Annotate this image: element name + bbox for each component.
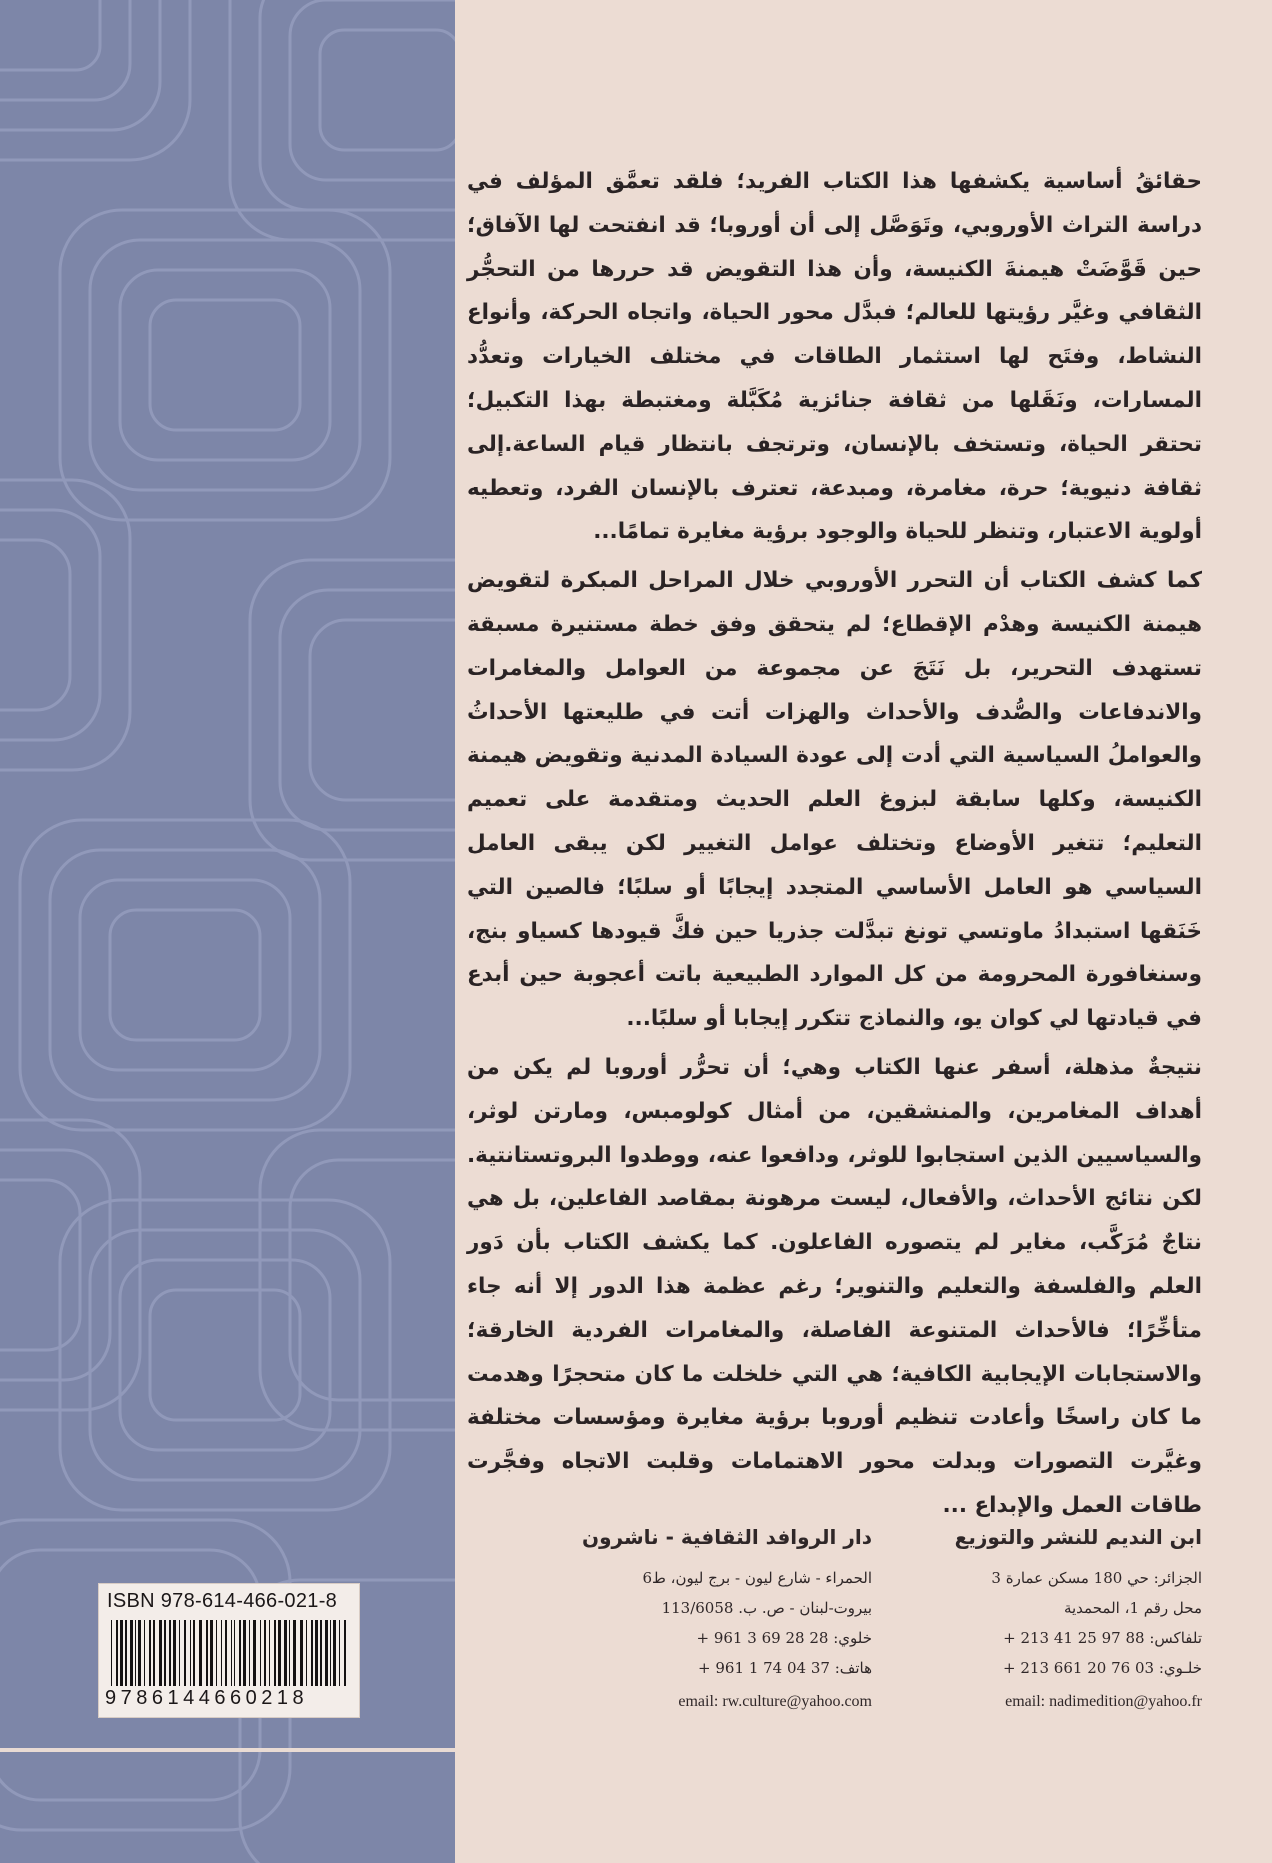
barcode-bar	[234, 1620, 235, 1686]
barcode-bar	[325, 1620, 328, 1686]
barcode-bar	[274, 1620, 276, 1686]
publisher-email: email: nadimedition@yahoo.fr	[1005, 1693, 1202, 1710]
barcode-bar	[144, 1620, 145, 1686]
publisher-email: email: rw.culture@yahoo.com	[678, 1693, 872, 1710]
barcode-bar	[193, 1620, 195, 1686]
barcode-bar	[138, 1620, 141, 1686]
barcode-bar	[289, 1620, 290, 1686]
barcode-bar	[243, 1620, 246, 1686]
publisher-address-line: محل رقم 1، المحمدية	[1063, 1599, 1202, 1617]
barcode-bar	[333, 1620, 336, 1686]
back-cover-blurb	[467, 160, 1202, 1528]
barcode-bar	[125, 1620, 127, 1686]
barcode-bar	[269, 1620, 270, 1686]
publisher-name: دار الروافد الثقافية - ناشرون	[582, 1525, 872, 1549]
barcode-bar	[278, 1620, 281, 1686]
blurb-paragraph: حقائقُ أساسية يكشفها هذا الكتاب الفريد؛ فلقد تعمَّق المؤلف في دراسة التراث الأوروبي، وتَوَصَّل إلى أن أوروبا؛ قد انفتحت لها الآفاق؛ حين قَوَّضَتْ هيمنةَ الكنيسة، وأن هذا التقويض قد حررها من التحجُّر الثقافي وغيَّر رؤيتها للعالم؛ فبدَّل محور الحياة، واتجاه الحركة، وأنواع النشاط، وفتَح لها استثمار الطاقات في مختلف الخيارات وتعدُّد المسارات، ونَقَلها من ثقافة جنائزية مُكَبَّلة ومغتبطة بهذا التكبيل؛ تحتقر الحياة، وتستخف بالإنسان، وترتجف بانتظار قيام الساعة.إلى ثقافة دنيوية؛ حرة، مغامرة، ومبدعة، تعترف بالإنسان الفرد، وتعطيه أولوية الاعتبار، وتنظر للحياة والوجود برؤية مغايرة تمامًا...	[467, 169, 1202, 545]
barcode-bar	[190, 1620, 191, 1686]
barcode-bar	[159, 1620, 162, 1686]
barcode-bar	[210, 1620, 213, 1686]
barcode-bar	[284, 1620, 287, 1686]
barcode-bar	[111, 1620, 112, 1686]
barcode-bar	[184, 1620, 186, 1686]
publisher-alrawafed	[572, 1525, 872, 1711]
publisher-fax: تلفاكس: 88 97 25 41 213 +	[1003, 1629, 1202, 1647]
publisher-phone: هاتف: 37 04 74 1 961 +	[698, 1659, 872, 1677]
barcode-bar	[149, 1620, 151, 1686]
barcode-bar	[216, 1620, 217, 1686]
barcode-bar	[293, 1620, 296, 1686]
barcode-bar	[120, 1620, 123, 1686]
barcode-bar	[164, 1620, 166, 1686]
barcode-bar	[231, 1620, 232, 1686]
publisher-mobile: خلـوي: 03 76 20 661 213 +	[1003, 1659, 1202, 1677]
barcode-bar	[339, 1620, 340, 1686]
side-panel-divider	[0, 1748, 455, 1752]
blurb-paragraph: كما كشف الكتاب أن التحرر الأوروبي خلال المراحل المبكرة لتقويض هيمنة الكنيسة وهدْم الإقطاع؛ لم يتحقق وفق خطة مستنيرة مسبقة تستهدف التحرير، بل نَتَجَ عن مجموعة من العوامل والمغامرات والاندفاعات والصُّدف والأحداث والهزات أتت في طليعتها الأحداثُ والعواملُ السياسية التي أدت إلى عودة السيادة المدنية وتقويض هيمنة الكنيسة، وكلها سابقة لبزوغ العلم الحديث ومتقدمة على تعميم التعليم؛ تتغير الأوضاع وتختلف عوامل التغيير لكن يبقى العامل السياسي هو العامل الأساسي المتجدد إيجابًا أو سلبًا؛ فالصين التي خَنَقها استبدادُ ماوتسي تونغ تبدَّلت جذريا حين فكَّ قيودها كسياو بنج، وسنغافورة المحرومة من كل الموارد الطبيعية باتت أعجوبة حين أبدع في قيادتها لي كوان يو، والنماذج تتكرر إيجابا أو سلبًا...	[467, 568, 1202, 1032]
blurb-paragraph: نتيجةٌ مذهلة، أسفر عنها الكتاب وهي؛ أن تحرُّر أوروبا لم يكن من أهداف المغامرين، والمنشقين، من أمثال كولومبس، ومارتن لوثر، والسياسيين الذين استجابوا للوثر، ودافعوا عنه، ووطدوا البروتستانتية. لكن نتائج الأحداث، والأفعال، ليست مرهونة بمقاصد الفاعلين، بل هي نتاجٌ مُرَكَّب، مغاير لم يتصوره الفاعلون. كما يكشف الكتاب بأن دَور العلم والفلسفة والتعليم والتنوير؛ رغم عظمة هذا الدور إلا أنه جاء متأخِّرًا؛ فالأحداث المتنوعة الفاصلة، والمغامرات الفردية الخارقة؛ والاستجابات الإيجابية الكافية؛ هي التي خلخلت ما كان متحجرًا وهدمت ما كان راسخًا وأعادت تنظيم أوروبا برؤية مغايرة ومؤسسات مختلفة وغيَّرت التصورات وبدلت محور الاهتمامات وقلبت الاتجاه وفجَّرت طاقات العمل والإبداع ...	[467, 1054, 1202, 1518]
barcode-bar	[239, 1620, 241, 1686]
barcode-bar	[300, 1620, 303, 1686]
barcode-bar	[169, 1620, 171, 1686]
barcode-bar	[225, 1620, 227, 1686]
barcode-bar	[311, 1620, 313, 1686]
barcode-bars	[111, 1620, 347, 1686]
barcode-bar	[249, 1620, 250, 1686]
barcode-bar	[179, 1620, 180, 1686]
barcode-bar	[315, 1620, 318, 1686]
barcode-bar	[264, 1620, 266, 1686]
publisher-address-line: بيروت-لبنان - ص. ب. 113/6058	[661, 1599, 872, 1617]
publisher-mobile: خلوي: 28 28 69 3 961 +	[696, 1629, 872, 1647]
barcode-bar	[199, 1620, 202, 1686]
isbn-barcode	[98, 1583, 360, 1718]
publisher-address-line: الجزائر: حي 180 مسكن عمارة 3	[991, 1569, 1202, 1587]
barcode-bar	[153, 1620, 155, 1686]
barcode-bar	[116, 1620, 118, 1686]
barcode-bar	[320, 1620, 322, 1686]
barcode-bar	[130, 1620, 133, 1686]
publisher-ibn-alnadim	[917, 1525, 1202, 1711]
barcode-bar	[135, 1620, 136, 1686]
publisher-address-line: الحمراء - شارع ليون - برج ليون، ط6	[642, 1569, 872, 1587]
barcode-bar	[306, 1620, 307, 1686]
barcode-bar	[206, 1620, 208, 1686]
barcode-bar	[221, 1620, 222, 1686]
barcode-bar	[173, 1620, 176, 1686]
barcode-digits: 9786144660218	[105, 1687, 309, 1709]
barcode-bar	[253, 1620, 256, 1686]
publisher-name: ابن النديم للنشر والتوزيع	[954, 1525, 1202, 1549]
isbn-label: ISBN 978-614-466-021-8	[107, 1590, 338, 1612]
barcode-bar	[330, 1620, 331, 1686]
barcode-bar	[344, 1620, 346, 1686]
barcode-bar	[260, 1620, 261, 1686]
